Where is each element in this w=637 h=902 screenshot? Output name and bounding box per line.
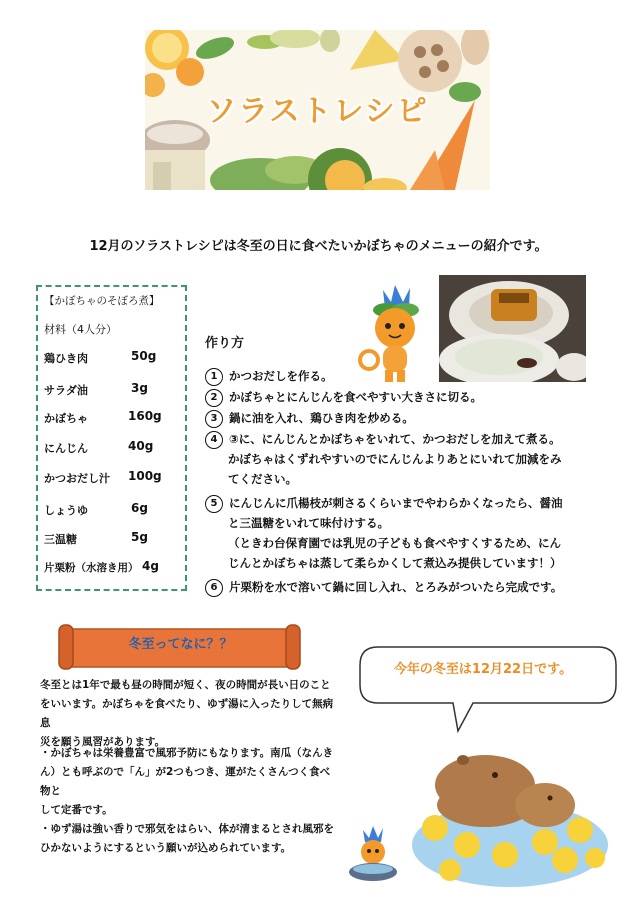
- ingredient-name: サラダ油: [44, 384, 88, 397]
- text-line: して定番です。: [40, 804, 113, 816]
- step-number: 5: [205, 495, 223, 513]
- kabocha-paragraph: [40, 744, 340, 820]
- text-line: ん）とも呼ぶので「ん」が2つもつき、運がたくさんつく食べ物と: [40, 766, 331, 797]
- step-number: 2: [205, 389, 223, 407]
- ingredient-amount: 100g: [128, 469, 162, 483]
- ingredients-box: [36, 285, 187, 591]
- ingredient-amount: 40g: [128, 439, 154, 453]
- ingredient-name: かぼちゃ: [44, 412, 88, 425]
- step-item: [205, 429, 590, 489]
- step-text: かぼちゃはくずれやすいのでにんじんよりあとにいれて加減をみ: [228, 452, 562, 466]
- step-text: と三温糖をいれて味付けする。: [228, 516, 389, 530]
- text-line: ・ゆず湯は強い香りで邪気をはらい、体が清まるとされ風邪を: [40, 823, 334, 835]
- step-text: てください。: [228, 472, 297, 486]
- step-item: [205, 408, 590, 428]
- servings-label: 材料（4人分）: [44, 323, 117, 336]
- small-mascot-illustration: [343, 822, 403, 882]
- ingredient-amount: 4g: [142, 559, 159, 573]
- recipe-title: 【かぼちゃのそぼろ煮】: [44, 295, 160, 307]
- capybara-yuzu-bath-illustration: [405, 730, 610, 890]
- step-text: （ときわ台保育園では乳児の子どもも食べやすくするため、にん: [228, 536, 562, 550]
- step-text: 鍋に油を入れ、鶏ひき肉を炒める。: [229, 411, 414, 425]
- ingredient-name: にんじん: [44, 442, 88, 455]
- step-text: にんじんに爪楊枝が刺さるくらいまでやわらかくなったら、醤油: [229, 496, 563, 510]
- ingredient-amount: 50g: [131, 349, 157, 363]
- step-item: [205, 577, 590, 597]
- text-line: をいいます。かぼちゃを食べたり、ゆず湯に入ったりして無病息: [40, 698, 334, 729]
- step-text: ③に、にんじんとかぼちゃをいれて、かつおだしを加えて煮る。: [229, 432, 561, 446]
- ingredient-amount: 160g: [128, 409, 162, 423]
- toji-date-text: 今年の冬至は12月22日です。: [393, 662, 573, 677]
- step-text: かぼちゃとにんじんを食べやすい大きさに切る。: [229, 390, 482, 404]
- step-item: [205, 493, 590, 573]
- text-line: ひかないようにするという願いが込められています。: [40, 842, 292, 854]
- step-number: 6: [205, 579, 223, 597]
- ingredient-amount: 6g: [131, 501, 148, 515]
- toji-heading: 冬至ってなに？？: [128, 637, 233, 652]
- text-line: 冬至とは1年で最も昼の時間が短く、夜の時間が長い日のこと: [40, 679, 331, 691]
- step-text: 片栗粉を水で溶いて鍋に回し入れ、とろみがついたら完成です。: [229, 580, 563, 594]
- step-text: かつおだしを作る。: [229, 369, 333, 383]
- ingredient-name: 三温糖: [44, 533, 77, 546]
- text-line: ・かぼちゃは栄養豊富で風邪予防にもなります。南瓜（なんき: [40, 747, 334, 759]
- ingredient-name: 鶏ひき肉: [44, 352, 88, 365]
- ingredient-amount: 3g: [131, 381, 148, 395]
- yuzu-paragraph: [40, 820, 340, 858]
- text-line: 災を願う風習があります。: [40, 736, 166, 748]
- step-number: 1: [205, 368, 223, 386]
- banner-title: ソラストレシピ: [206, 94, 429, 129]
- ingredient-name: かつおだし汁: [44, 472, 110, 485]
- ingredient-name: しょうゆ: [44, 504, 88, 517]
- ingredient-name: 片栗粉（水溶き用）: [44, 562, 139, 574]
- step-item: [205, 366, 590, 386]
- intro-text: 12月のソラストレシピは冬至の日に食べたいかぼちゃのメニューの紹介です。: [89, 239, 548, 254]
- toji-paragraph: [40, 676, 340, 752]
- step-number: 3: [205, 410, 223, 428]
- step-number: 4: [205, 431, 223, 449]
- step-item: [205, 387, 590, 407]
- steps-heading: 作り方: [205, 336, 245, 351]
- ingredient-amount: 5g: [131, 530, 148, 544]
- step-text: じんとかぼちゃは蒸して柔らかくして煮込み提供しています！）: [228, 556, 562, 570]
- header-banner: [145, 30, 490, 190]
